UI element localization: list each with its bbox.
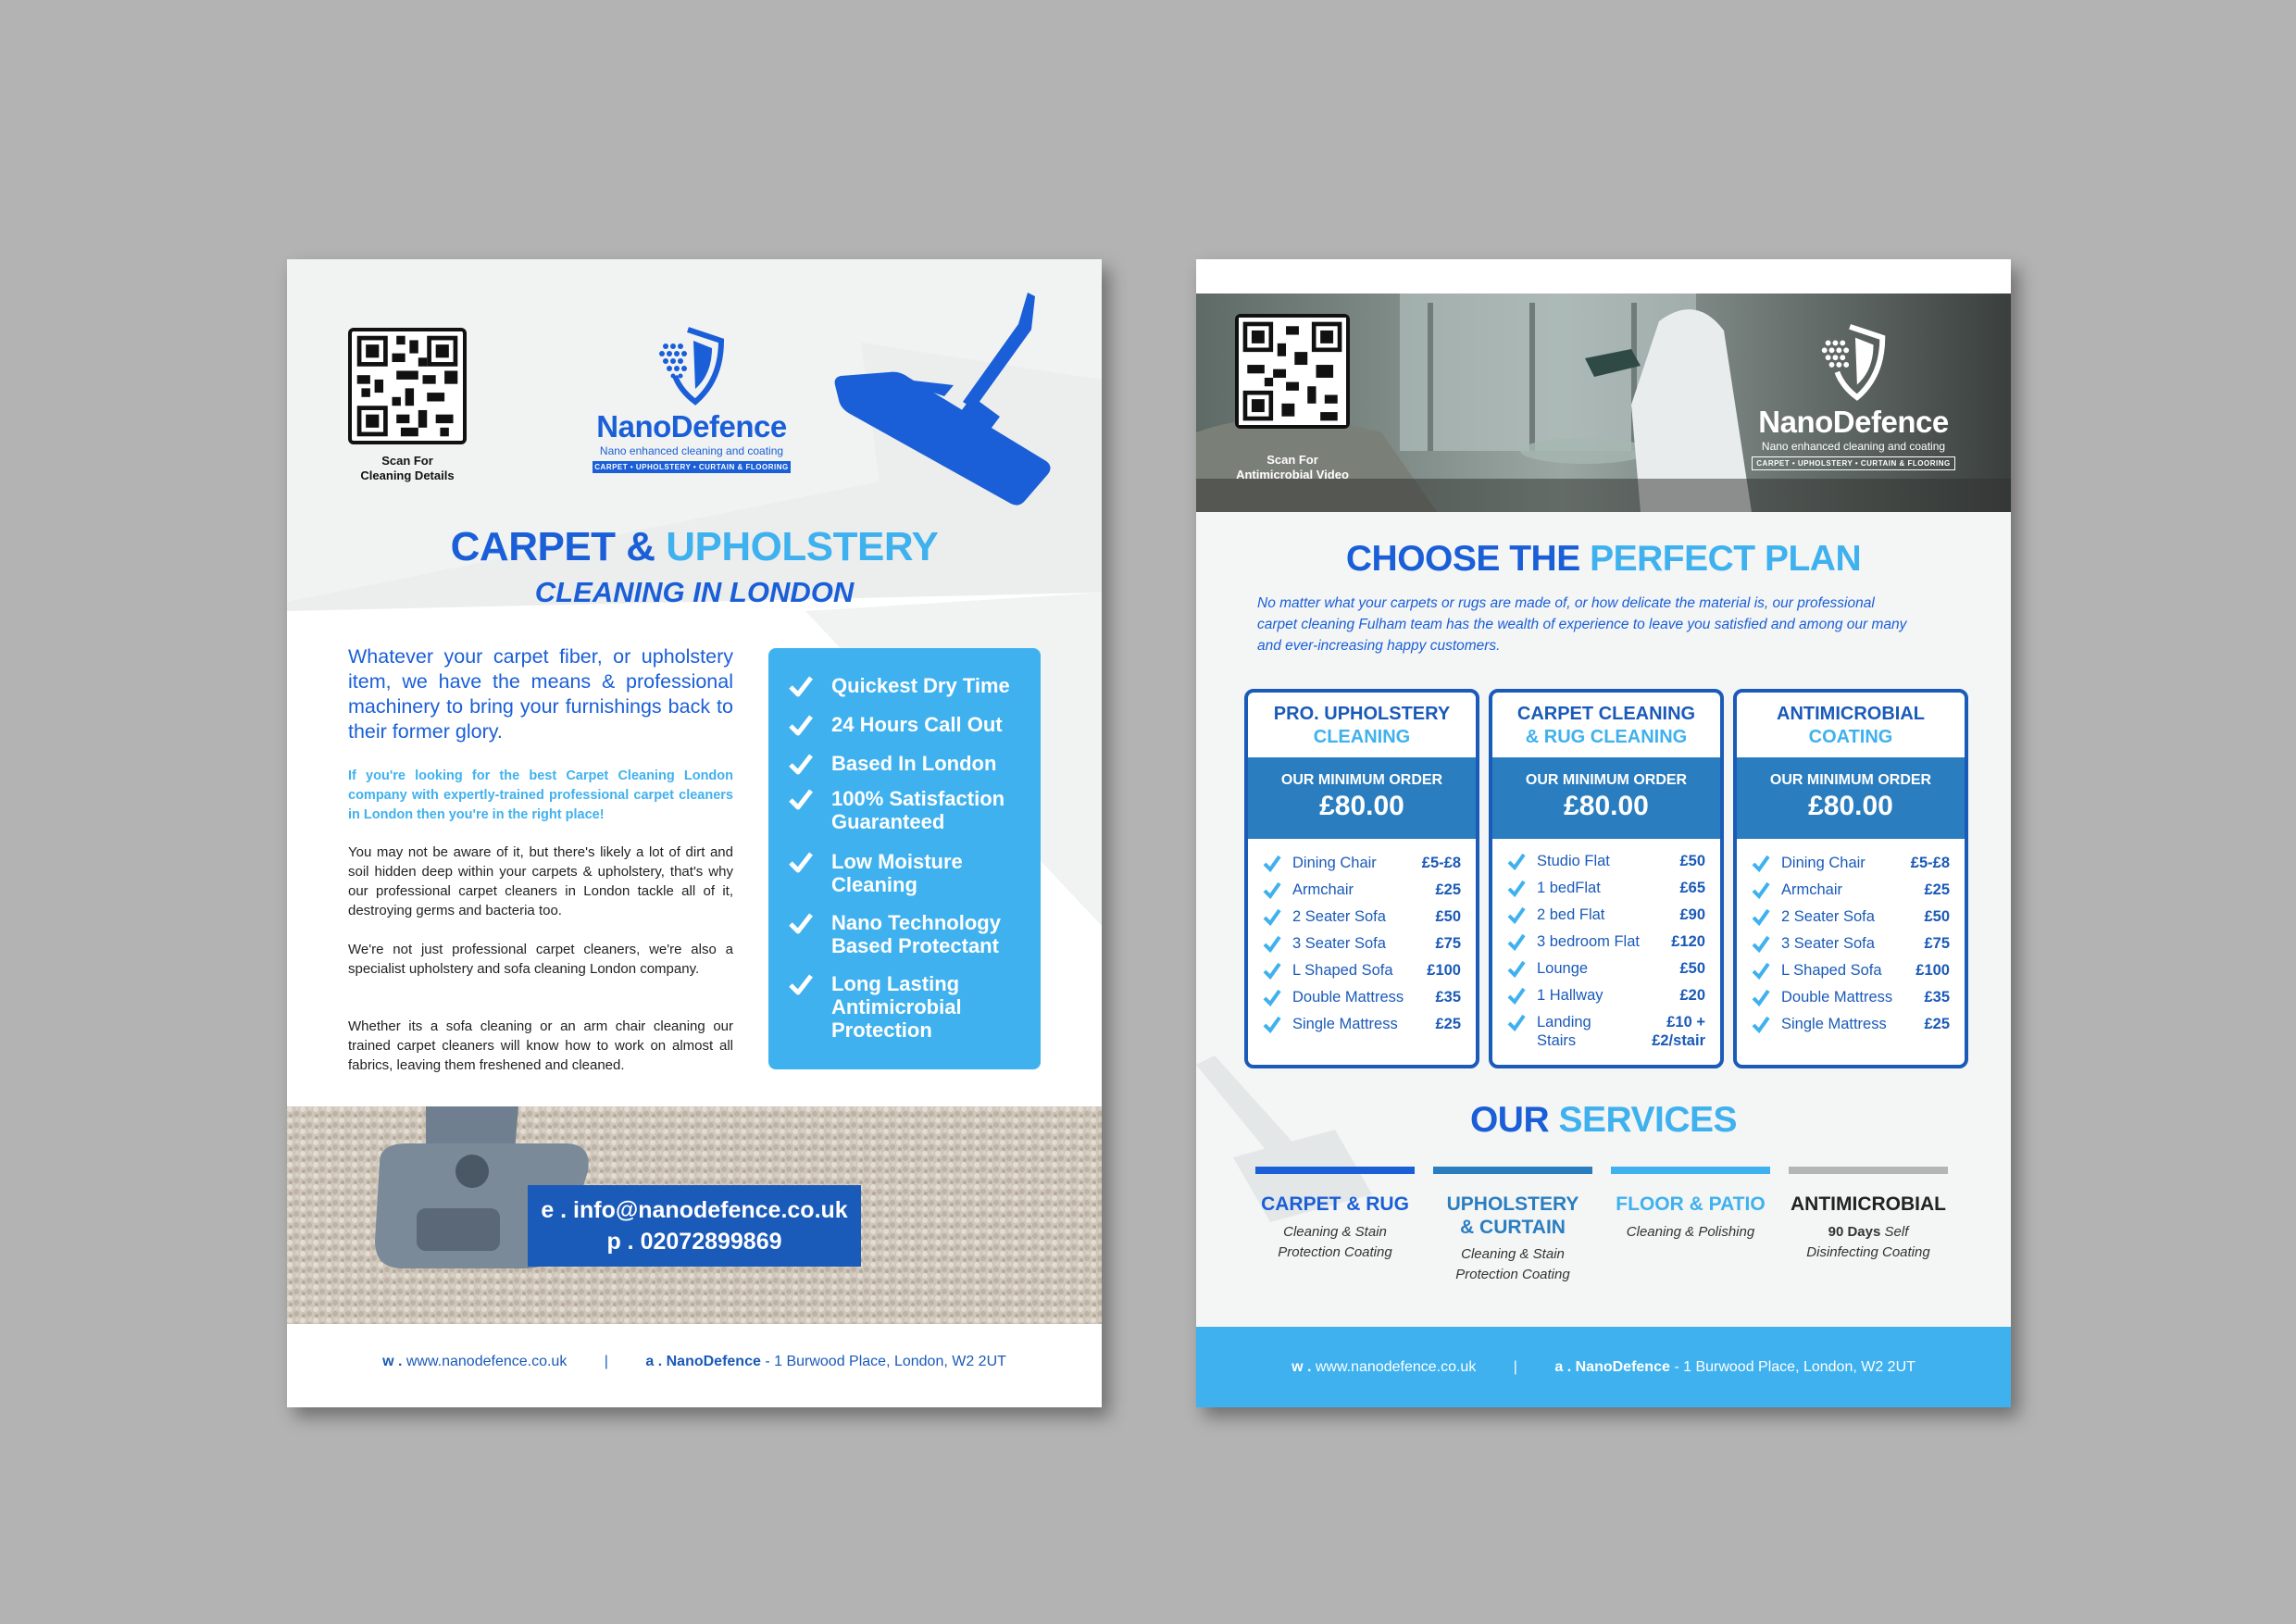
plan-subtitle: CLEANING (1313, 727, 1411, 747)
checkmark-icon (1263, 881, 1281, 899)
service-desc-line2: Protection Coating (1278, 1244, 1392, 1260)
service-desc-line2: Protection Coating (1455, 1267, 1570, 1282)
service-desc-line1 (1770, 1222, 1966, 1243)
footer (1196, 1327, 2011, 1407)
brand-name: NanoDefence (596, 409, 787, 443)
brand-logo (1752, 321, 1955, 470)
footer-separator: | (604, 1354, 608, 1369)
brand-strip: CARPET • UPHOLSTERY • CURTAIN & FLOORING (1752, 456, 1955, 470)
min-order-label: OUR MINIMUM ORDER (1280, 772, 1443, 788)
min-order-band (1492, 757, 1720, 839)
contact-email[interactable]: e . info@nanodefence.co.uk (541, 1197, 848, 1223)
body-paragraph-2: We're not just professional carpet cleaners, we're also a specialist upholstery and sofa cleaning London company. (348, 942, 733, 977)
item-price: £20 (1679, 987, 1705, 1004)
checkmark-icon (1507, 879, 1526, 897)
checkmark-icon (1752, 907, 1770, 926)
intro-line2: carpet cleaning Fulham team has the wealth of experience to leave you satisfied and among our many (1257, 617, 1907, 632)
min-order-price: £80.00 (1808, 791, 1893, 821)
feature-line2: Cleaning (831, 873, 917, 896)
min-order-label: OUR MINIMUM ORDER (1769, 772, 1932, 788)
item-price: £25 (1924, 1016, 1950, 1032)
item-name (1537, 1013, 1591, 1050)
highlight-paragraph: If you're looking for the best Carpet Cleaning London company with expertly-trained professional carpet cleaners in London then you're in the right place! (348, 768, 733, 822)
plans-intro (1257, 593, 1961, 656)
feature-item (789, 713, 1003, 737)
item-price: £35 (1435, 989, 1461, 1006)
qr-caption-line1: Scan For (1267, 453, 1318, 467)
item-price: £35 (1924, 989, 1950, 1006)
feature-item (789, 972, 962, 1042)
item-name: Double Mattress (1292, 989, 1404, 1006)
item-price (1652, 1013, 1705, 1050)
item-price: £120 (1671, 933, 1705, 950)
qr-caption-line1: Scan For (381, 454, 433, 468)
item-price: £50 (1435, 908, 1461, 925)
body-paragraph-1: You may not be aware of it, but there's likely a lot of dirt and soil hidden deep within your carpets & upholstery, that's why our professional carpet cleaners in London tackle all of it, destroying germs and bacteria too. (348, 844, 733, 918)
contact-box (528, 1185, 861, 1267)
page-title (287, 524, 1102, 570)
plan-title: ANTIMICROBIAL (1777, 704, 1925, 724)
plans-title-b: PERFECT PLAN (1590, 539, 1862, 579)
item-name: 3 bedroom Flat (1537, 933, 1640, 950)
footer-address: - 1 Burwood Place, London, W2 2UT (1674, 1359, 1915, 1375)
item-price-line2: £2/stair (1652, 1032, 1705, 1049)
footer-separator: | (1513, 1359, 1517, 1375)
feature-line1: Low Moisture (831, 850, 963, 873)
intro-line1: No matter what your carpets or rugs are made of, or how delicate the material is, our professional (1257, 595, 1875, 611)
service-desc-line1: Cleaning & Stain (1283, 1224, 1387, 1240)
checkmark-icon (1507, 986, 1526, 1005)
checkmark-icon (1752, 881, 1770, 899)
plans-title-a: CHOOSE THE (1345, 539, 1580, 579)
checkmark-icon (1752, 988, 1770, 1006)
min-order-band (1248, 757, 1476, 839)
feature-line3: Protection (831, 1018, 932, 1042)
item-name: Single Mattress (1292, 1016, 1398, 1032)
checkmark-icon (1263, 934, 1281, 953)
checkmark-icon (1263, 907, 1281, 926)
plan-card-carpet (1489, 689, 1724, 1068)
item-price: £75 (1435, 935, 1461, 952)
checkmark-icon (789, 752, 813, 776)
item-name-line1: Landing (1537, 1014, 1591, 1031)
footer-address-label: a . NanoDefence (645, 1354, 761, 1369)
feature-item (789, 911, 1001, 957)
item-price: £50 (1679, 853, 1705, 869)
item-price: £25 (1435, 881, 1461, 898)
checkmark-icon (1752, 854, 1770, 872)
qr-caption (1209, 453, 1376, 482)
service-description (1592, 1222, 1789, 1243)
service-description (1237, 1222, 1433, 1263)
footer-web-label: w . (1292, 1359, 1312, 1375)
item-name: 2 Seater Sofa (1781, 908, 1875, 925)
shield-logo-icon (1815, 321, 1892, 405)
item-name: Lounge (1537, 960, 1589, 977)
checkmark-icon (1752, 961, 1770, 980)
service-desc-line2: Disinfecting Coating (1806, 1244, 1930, 1260)
item-name: 3 Seater Sofa (1292, 935, 1386, 952)
service-bar (1433, 1167, 1592, 1174)
item-name: Studio Flat (1537, 853, 1610, 869)
service-description (1770, 1222, 1966, 1263)
checkmark-icon (1507, 932, 1526, 951)
feature-line1: Nano Technology (831, 911, 1001, 934)
vacuum-cleaner-icon (833, 293, 1065, 506)
feature-line1: Quickest Dry Time (831, 674, 1010, 697)
item-name: 2 bed Flat (1537, 906, 1605, 923)
plan-card-antimicrobial (1733, 689, 1968, 1068)
min-order-price: £80.00 (1319, 791, 1404, 821)
feature-line1: 100% Satisfaction (831, 787, 1005, 810)
features-box (768, 648, 1041, 1069)
plans-title (1196, 539, 2011, 580)
service-description (1415, 1244, 1611, 1285)
checkmark-icon (1507, 906, 1526, 924)
feature-line1: 24 Hours Call Out (831, 713, 1003, 736)
item-price: £25 (1435, 1016, 1461, 1032)
item-name: Dining Chair (1292, 855, 1377, 871)
feature-item (789, 674, 1010, 698)
checkmark-icon (789, 787, 813, 811)
service-bar (1255, 1167, 1415, 1174)
title-part-b: UPHOLSTERY (666, 524, 939, 569)
brand-tagline: Nano enhanced cleaning and coating (599, 444, 784, 457)
brand-logo (593, 324, 791, 473)
item-name: 3 Seater Sofa (1781, 935, 1875, 952)
item-price: £25 (1924, 881, 1950, 898)
checkmark-icon (1263, 988, 1281, 1006)
item-price: £75 (1924, 935, 1950, 952)
plan-title: CARPET CLEANING (1516, 704, 1696, 724)
qr-code[interactable] (348, 328, 467, 444)
item-price: £100 (1915, 962, 1950, 979)
feature-line1: Based In London (831, 752, 997, 775)
checkmark-icon (789, 911, 813, 935)
hero-photo (1196, 294, 2011, 512)
services-title (1196, 1100, 2011, 1141)
service-bar (1789, 1167, 1948, 1174)
item-name-line2: Stairs (1537, 1032, 1577, 1049)
checkmark-icon (789, 850, 813, 874)
contact-phone[interactable]: p . 02072899869 (606, 1229, 782, 1255)
item-name: Single Mattress (1781, 1016, 1887, 1032)
checkmark-icon (1752, 1015, 1770, 1033)
brand-name: NanoDefence (1758, 405, 1949, 439)
feature-line2: Based Protectant (831, 934, 999, 957)
service-heading: CARPET & RUG (1261, 1193, 1409, 1215)
checkmark-icon (1263, 961, 1281, 980)
item-price: £65 (1679, 880, 1705, 896)
qr-caption-line2: Antimicrobial Video (1236, 468, 1349, 481)
plan-title: PRO. UPHOLSTERY (1273, 704, 1451, 724)
checkmark-icon (1752, 934, 1770, 953)
feature-item (789, 850, 963, 896)
service-desc-line1: Cleaning & Polishing (1626, 1224, 1755, 1240)
service-heading-line1: UPHOLSTERY (1446, 1193, 1579, 1215)
body-paragraph-3: Whether its a sofa cleaning or an arm chair cleaning our trained carpet cleaners will know how to work on almost all fabrics, leaving them freshened and cleaned. (348, 1018, 733, 1073)
item-name: 2 Seater Sofa (1292, 908, 1386, 925)
qr-code[interactable] (1235, 314, 1350, 429)
item-price: £90 (1679, 906, 1705, 923)
footer-address: - 1 Burwood Place, London, W2 2UT (765, 1354, 1006, 1369)
price-row (1507, 1013, 1705, 1052)
service-heading: ANTIMICROBIAL (1791, 1193, 1946, 1215)
plan-card-upholstery (1244, 689, 1479, 1068)
services-title-a: OUR (1469, 1100, 1550, 1140)
footer-address-label: a . NanoDefence (1554, 1359, 1670, 1375)
qr-code-icon (1239, 318, 1346, 425)
checkmark-icon (789, 972, 813, 996)
item-name: 1 Hallway (1537, 987, 1603, 1004)
feature-line1: Long Lasting (831, 972, 960, 995)
plan-subtitle: & RUG CLEANING (1525, 727, 1688, 747)
service-desc-line1: Cleaning & Stain (1461, 1246, 1565, 1262)
feature-line2: Antimicrobial (831, 995, 962, 1018)
service-heading (1415, 1193, 1611, 1239)
plan-subtitle: COATING (1808, 727, 1893, 747)
item-name: L Shaped Sofa (1292, 962, 1393, 979)
service-heading-line2: & CURTAIN (1460, 1217, 1566, 1238)
footer-web[interactable]: www.nanodefence.co.uk (406, 1354, 568, 1369)
lead-paragraph: Whatever your carpet fiber, or upholstery item, we have the means & professional machinery to bring your furnishings back to their former glory. (348, 645, 733, 743)
feature-item (789, 752, 996, 776)
service-heading: FLOOR & PATIO (1616, 1193, 1766, 1215)
min-order-label: OUR MINIMUM ORDER (1525, 772, 1688, 788)
service-desc-rest: Self (1884, 1224, 1909, 1240)
flyer-back (1196, 259, 2011, 1407)
qr-caption (333, 454, 481, 483)
item-name: 1 bedFlat (1537, 880, 1601, 896)
brand-strip: CARPET • UPHOLSTERY • CURTAIN & FLOORING (593, 461, 791, 473)
item-name: Armchair (1292, 881, 1354, 898)
item-name: Double Mattress (1781, 989, 1893, 1006)
item-price-line1: £10 + (1666, 1014, 1705, 1031)
shield-logo-icon (653, 324, 730, 409)
qr-caption-line2: Cleaning Details (360, 468, 455, 482)
page-subtitle: CLEANING IN LONDON (534, 576, 855, 608)
item-name: L Shaped Sofa (1781, 962, 1882, 979)
footer-web-label: w . (382, 1354, 403, 1369)
min-order-band (1737, 757, 1965, 839)
checkmark-icon (789, 674, 813, 698)
checkmark-icon (1507, 852, 1526, 870)
feature-line2: Guaranteed (831, 810, 945, 833)
item-price: £50 (1679, 960, 1705, 977)
item-price: £100 (1427, 962, 1461, 979)
item-price: £50 (1924, 908, 1950, 925)
footer (287, 1354, 1102, 1370)
checkmark-icon (1263, 1015, 1281, 1033)
title-part-a: CARPET & (450, 524, 655, 569)
item-price: £5-£8 (1421, 855, 1461, 871)
checkmark-icon (1507, 1013, 1526, 1031)
services-title-b: SERVICES (1558, 1100, 1738, 1140)
checkmark-icon (789, 713, 813, 737)
min-order-price: £80.00 (1564, 791, 1649, 821)
qr-code-icon (352, 331, 463, 441)
checkmark-icon (1263, 854, 1281, 872)
flyer-front (287, 259, 1102, 1407)
feature-item (789, 787, 1004, 833)
service-desc-bold: 90 Days (1828, 1224, 1881, 1240)
checkmark-icon (1507, 959, 1526, 978)
brand-tagline: Nano enhanced cleaning and coating (1761, 440, 1946, 453)
service-bar (1611, 1167, 1770, 1174)
intro-line3: and ever-increasing happy customers. (1257, 638, 1501, 654)
item-name: Dining Chair (1781, 855, 1866, 871)
footer-web[interactable]: www.nanodefence.co.uk (1315, 1359, 1477, 1375)
item-name: Armchair (1781, 881, 1843, 898)
item-price: £5-£8 (1910, 855, 1950, 871)
